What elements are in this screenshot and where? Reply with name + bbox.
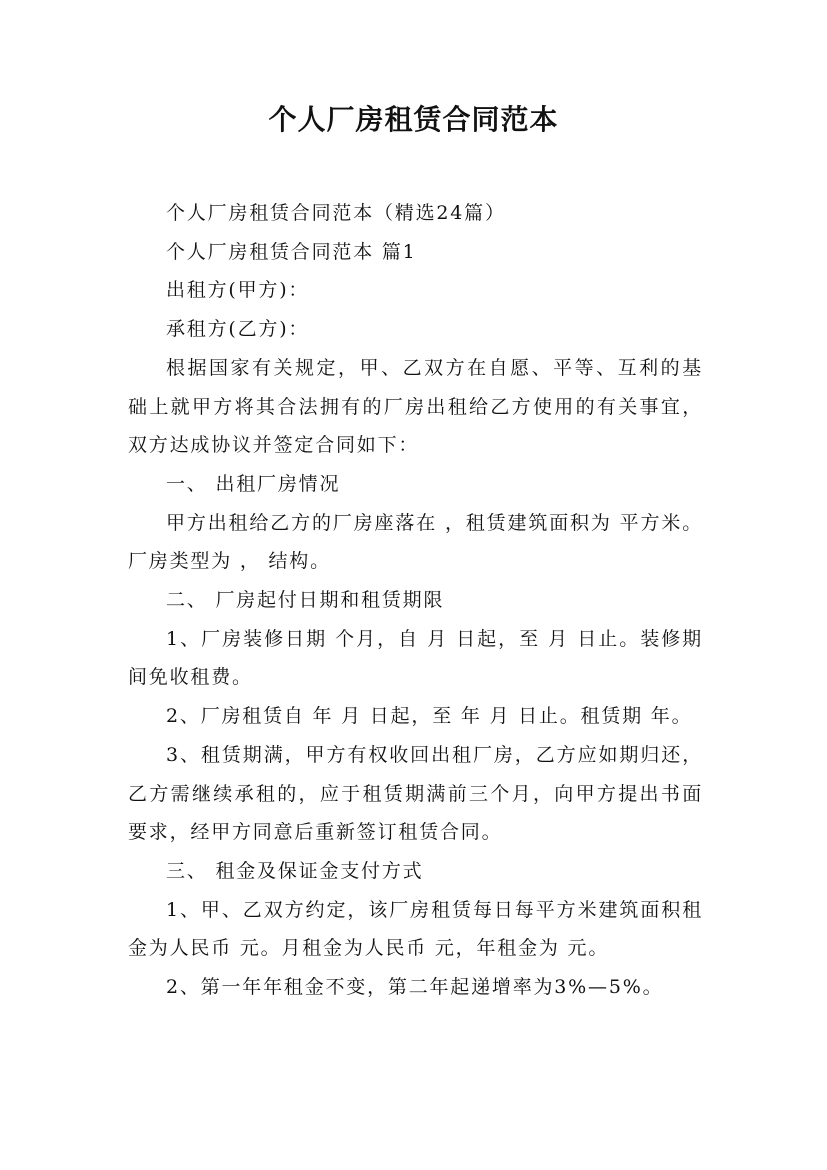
paragraph-lease-term: 2、厂房租赁自 年 月 日起，至 年 月 日止。租赁期 年。	[166, 705, 693, 728]
heading-2: 二、 厂房起付日期和租赁期限	[166, 589, 445, 612]
paragraph-preamble: 根据国家有关规定，甲、乙双方在自愿、平等、互利的基础上就甲方将其合法拥有的厂房出租给乙方使用的有关事宜，双方达成协议并签定合同如下：	[128, 356, 703, 457]
heading-3: 三、 租金及保证金支付方式	[166, 859, 424, 882]
paragraph-lessee: 承租方(乙方)：	[166, 318, 310, 341]
paragraph-subtitle: 个人厂房租赁合同范本（精选24篇）	[166, 202, 506, 224]
paragraph-renovation: 1、厂房装修日期 个月，自 月 日起，至 月 日止。装修期间免收租费。	[128, 627, 703, 689]
heading-1: 一、 出租厂房情况	[166, 472, 341, 495]
document-title: 个人厂房租赁合同范本	[268, 103, 559, 136]
document-body	[128, 194, 703, 1007]
paragraph-location: 甲方出租给乙方的厂房座落在 ，租赁建筑面积为 平方米。厂房类型为 ， 结构。	[128, 511, 703, 573]
paragraph-rent-increase: 2、第一年年租金不变，第二年起递增率为3%—5%。	[166, 976, 664, 999]
paragraph-section-heading: 个人厂房租赁合同范本 篇1	[166, 240, 417, 263]
paragraph-lessor: 出租方(甲方)：	[166, 279, 310, 302]
paragraph-rent: 1、甲、乙双方约定，该厂房租赁每日每平方米建筑面积租金为人民币 元。月租金为人民币 元，年租金为 元。	[128, 898, 703, 960]
paragraph-lease-expiry: 3、租赁期满，甲方有权收回出租厂房，乙方应如期归还，乙方需继续承租的，应于租赁期满前三个月，向甲方提出书面要求，经甲方同意后重新签订租赁合同。	[128, 743, 703, 844]
